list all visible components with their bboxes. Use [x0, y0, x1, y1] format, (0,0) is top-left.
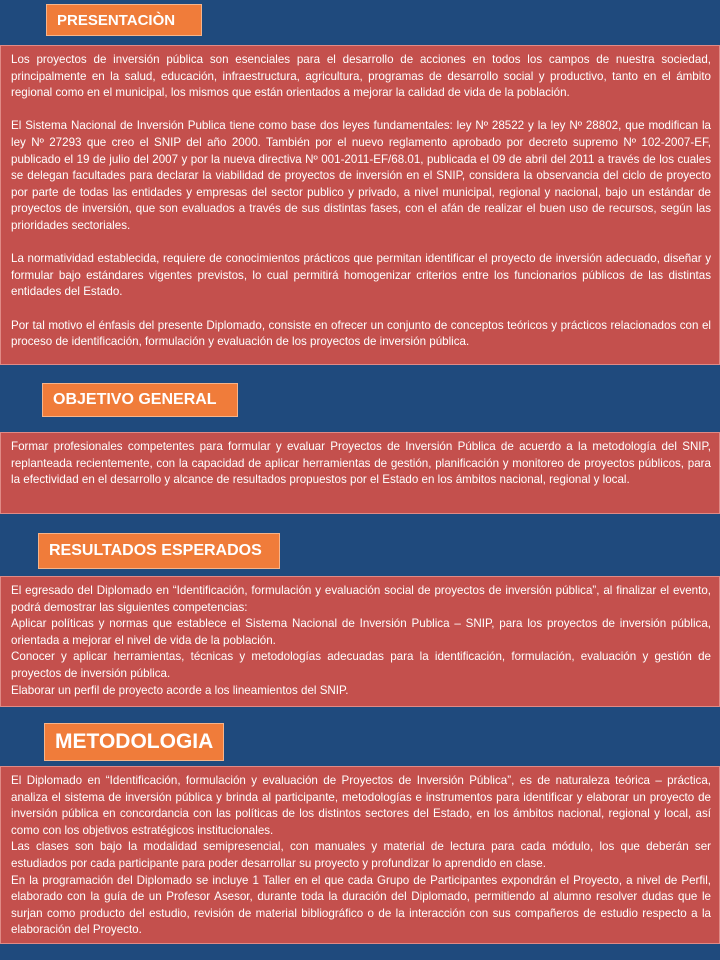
- presentacion-title: PRESENTACIÒN: [57, 11, 176, 29]
- resultados-paragraph-2: Aplicar políticas y normas que establece el Sistema Nacional de Inversión Publica – SNIP, para los proyectos de inversión pública, orientada a mejorar el nivel de vida de la población.: [11, 617, 711, 647]
- presentacion-paragraph-3: La normatividad establecida, requiere de conocimientos prácticos que permitan identificar el proyecto de inversión adecuado, diseñar y formular bajo estándares vigentes previstos, lo cual permitirá homogenizar criterios entre los funcionarios públicos de las distintas entidades del Estado.: [11, 252, 711, 299]
- presentacion-paragraph-2: El Sistema Nacional de Inversión Publica tiene como base dos leyes fundamentales: ley Nº 28522 y la ley Nº 28802, que modifican la ley Nº 27293 que creo el SNIP del año 2000. También por el nuevo reglamento aprobado por decreto supremo Nº 102-2007-EF, publicado el 19 de julio del 2007 y por la nueva directiva Nº 001-2011-EF/68.01, publicada el 09 de abril del 2011 a través de los cuales se delegan facultades para declarar la viabilidad de proyectos de inversión en el SNIP, considera la observancia del ciclo de proyecto por parte de todas las entidades y empresas del sector publico y privado, a nivel municipal, regional y nacional, bajo un estándar de proyectos de inversión, que son evaluados a través de sus distintas fases, con el afán de realizar el buen uso de recursos, según las prioridades sectoriales.: [11, 119, 711, 232]
- objetivo-title: OBJETIVO GENERAL: [53, 391, 217, 408]
- resultados-paragraph-4: Elaborar un perfil de proyecto acorde a los lineamientos del SNIP.: [11, 683, 349, 697]
- objetivo-heading: [42, 383, 238, 417]
- presentacion-box: [0, 45, 720, 365]
- presentacion-heading: [46, 4, 202, 36]
- metodologia-box: [0, 766, 720, 944]
- resultados-box: [0, 576, 720, 707]
- metodologia-paragraph-1: El Diplomado en “Identificación, formulación y evaluación de Proyectos de Inversión Pública”, es de naturaleza teórica – práctica, analiza el sistema de inversión pública y brinda al participante, metodologías e instrumentos para identificar y elaborar un proyecto de inversión pública en concordancia con las políticas de los distintos sectores del Estado, en los ámbitos nacional, regional y local, así como con los objetivos estratégicos institucionales.: [11, 774, 711, 837]
- presentacion-paragraph-4: Por tal motivo el énfasis del presente Diplomado, consiste en ofrecer un conjunto de conceptos teóricos y prácticos relacionados con el proceso de identificación, formulación y evaluación de los proyectos de inversión pública.: [11, 318, 711, 349]
- metodologia-title: METODOLOGIA: [55, 730, 214, 753]
- metodologia-paragraph-3: En la programación del Diplomado se incluye 1 Taller en el que cada Grupo de Participantes expondrán el Proyecto, a nivel de Perfil, elaborado con la guía de un Profesor Asesor, durante toda la duración del Diplomado, permitiendo al alumno resolver dudas que le surjan como producto del estudio, revisión de material bibliográfico o de la interacción con sus compañeros de estudio respecto a la elaboración del Proyecto.: [11, 873, 711, 937]
- presentacion-paragraph-1: Los proyectos de inversión pública son esenciales para el desarrollo de acciones en todos los campos de nuestra sociedad, principalmente en la salud, educación, infraestructura, agricultura, programas de desarrollo social y productivo, tanto en el ámbito regional como en el municipal, los mismos que están orientados a mejorar la calidad de vida de la población.: [11, 53, 711, 100]
- metodologia-heading: [44, 723, 224, 761]
- objetivo-paragraph-1: Formar profesionales competentes para formular y evaluar Proyectos de Inversión Pública de acuerdo a la metodología del SNIP, replanteada recientemente, con la capacidad de aplicar herramientas de gestión, planificación y monitoreo de proyectos públicos, para la efectividad en el desarrollo y alcance de resultados propuestos por el Estado en los ámbitos nacional, regional y local.: [11, 440, 711, 487]
- metodologia-paragraph-2: Las clases son bajo la modalidad semipresencial, con manuales y material de lectura para cada módulo, los que deberán ser estudiados por cada participante para poder desarrollar su proyecto y profundizar lo aprendido en clase.: [11, 840, 711, 870]
- resultados-paragraph-1: El egresado del Diplomado en “Identificación, formulación y evaluación social de proyectos de inversión pública”, al finalizar el evento, podrá demostrar las siguientes competencias:: [11, 584, 711, 614]
- resultados-heading: [38, 533, 280, 569]
- resultados-paragraph-3: Conocer y aplicar herramientas, técnicas y metodologías adecuadas para la identificación, formulación, evaluación y gestión de proyectos de inversión pública.: [11, 650, 711, 680]
- resultados-title: RESULTADOS ESPERADOS: [49, 542, 262, 559]
- objetivo-box: [0, 432, 720, 514]
